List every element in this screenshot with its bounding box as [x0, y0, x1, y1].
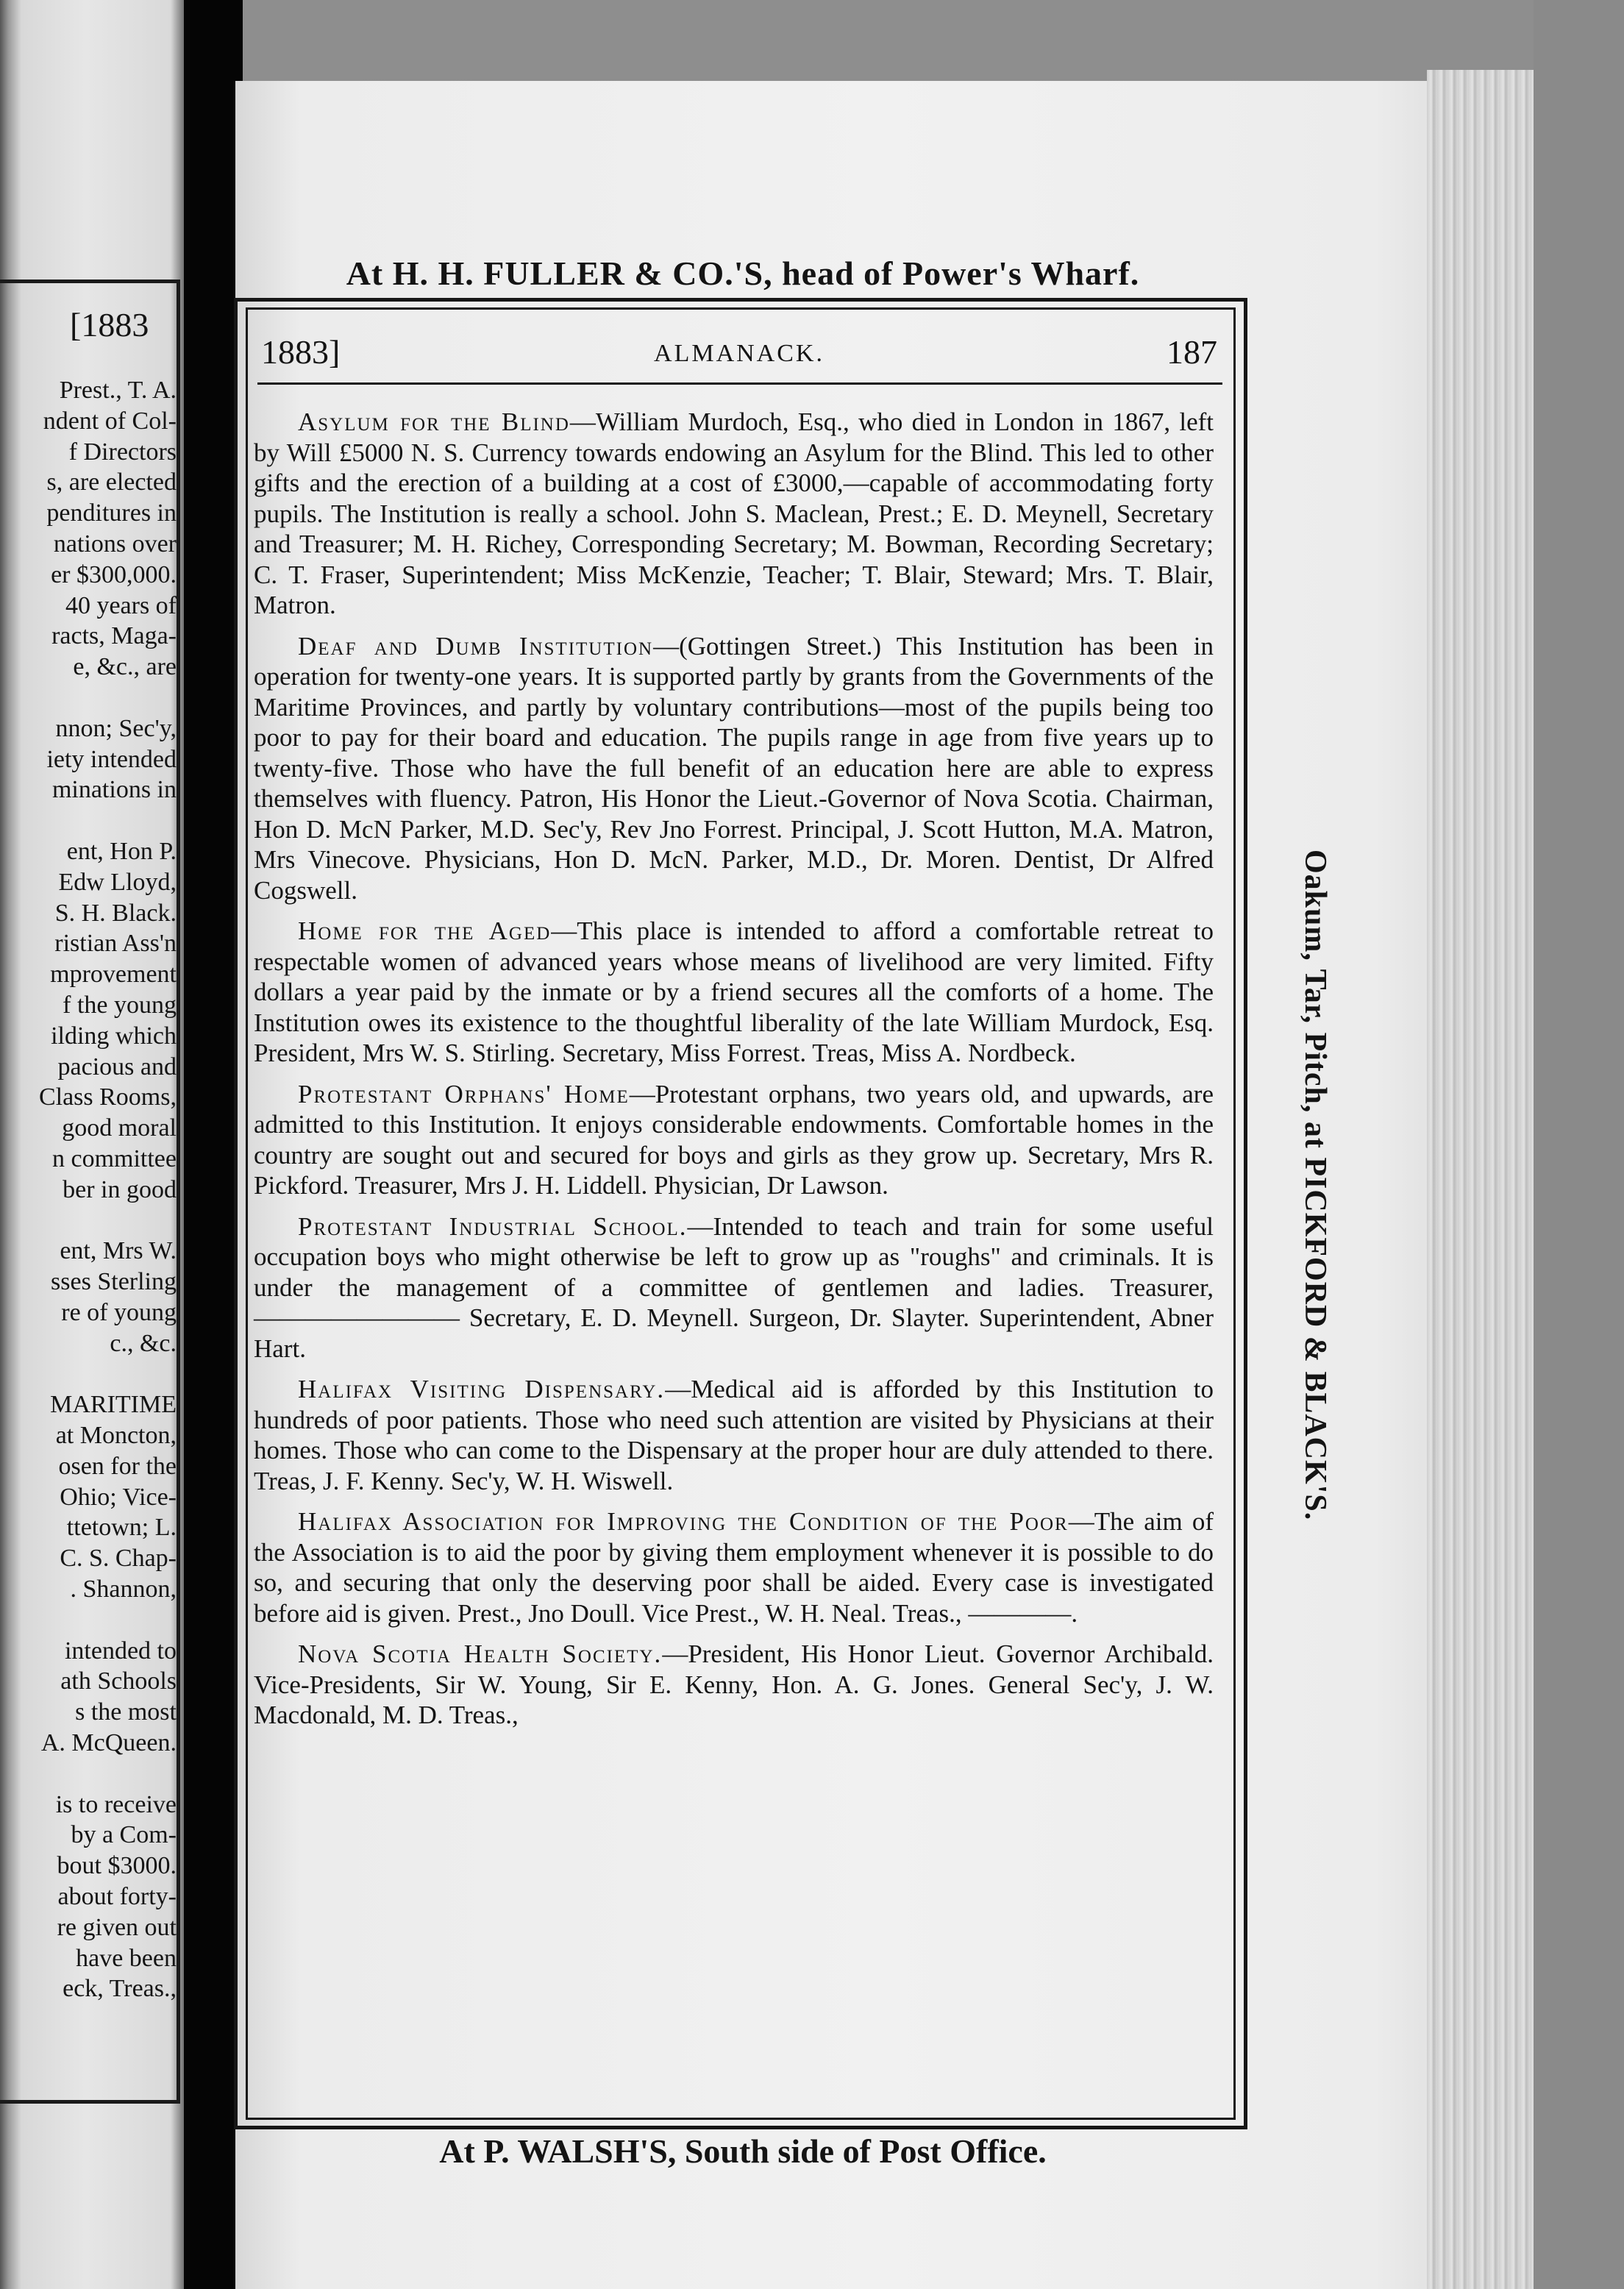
left-page-line: good moral [62, 1114, 177, 1142]
left-page-line: minations in [51, 776, 177, 804]
left-page-line [0, 1206, 177, 1236]
left-page-line: Prest., T. A. [59, 377, 177, 404]
left-page-line: ilding which [51, 1022, 177, 1050]
entry-text: —The aim of the Association is to aid the poor by giving them employment whenever it is possible to do so, and securing that only the deserving poor shall be aided. Every case is investigated before aid is given. Prest., Jno Doull. Vice Prest., W. H. Neal. Treas., ————. [254, 1507, 1214, 1628]
entry-heading: Halifax Association for Improving the Condition of the Poor [298, 1507, 1069, 1536]
left-page-line: pacious and [57, 1053, 177, 1081]
entry-heading: Protestant Orphans' Home [298, 1079, 630, 1108]
left-page-line: is to receive [55, 1790, 177, 1818]
left-page-line: C. S. Chap- [60, 1545, 177, 1573]
left-page-line: 40 years of [65, 591, 177, 619]
entry [254, 1506, 1214, 1628]
page-edges [1427, 70, 1534, 2289]
entry [254, 1639, 1214, 1731]
left-page-line [0, 1605, 177, 1636]
right-background [1534, 0, 1624, 2289]
left-page-line [0, 1359, 177, 1390]
left-page-line: c., &c. [110, 1329, 177, 1357]
left-page-line: by a Com- [71, 1821, 177, 1849]
entry-text: —Intended to teach and train for some useful occupation boys who might otherwise be left to grow up as "roughs" and criminals. It is under the management of a committee of gentlemen and ladies. Treasurer, ———————— Secretary, E. D. Meynell. Surgeon, Dr. Slayter. Superintendent, Abner Hart. [254, 1211, 1214, 1363]
entry-text: —President, His Honor Lieut. Governor Archibald. Vice-Presidents, Sir W. Young, Sir E. Kenny, Hon. A. G. Jones. General Sec'y, J. W. Macdonald, M. D. Treas., [254, 1640, 1214, 1729]
left-page-line: osen for the [58, 1452, 177, 1480]
entry-text: —Medical aid is afforded by this Institution to hundreds of poor patients. Those who need such attention are visited by Physicians at their homes. Those who can come to the Dispensary at the proper hour are duly attended to there. Treas, J. F. Kenny. Sec'y, W. H. Wiswell. [254, 1375, 1214, 1495]
entry-heading: Protestant Industrial School. [298, 1211, 688, 1241]
left-page-line: MARITIME [50, 1391, 177, 1419]
running-title: ALMANACK. [654, 340, 825, 367]
left-page-line: intended to [64, 1637, 177, 1665]
left-page-line: Ohio; Vice- [60, 1483, 177, 1511]
left-page-line: nations over [53, 530, 177, 558]
left-page-line: s, are elected [46, 469, 177, 496]
left-page-line: ber in good [63, 1175, 177, 1203]
left-page-line: re given out [57, 1913, 177, 1941]
left-page-line: about forty- [57, 1883, 177, 1911]
entry [254, 1211, 1214, 1364]
left-page-line: re of young [61, 1298, 177, 1326]
page-year: 1883] [261, 333, 341, 371]
left-page-line: ristian Ass'n [54, 930, 177, 958]
top-background [235, 0, 1545, 81]
left-page-line: mprovement [50, 961, 177, 989]
entry-heading: Halifax Visiting Dispensary. [298, 1375, 666, 1403]
entry-text: —(Gottingen Street.) This Institution has been in operation for twenty-one years. It is supported partly by grants from the Governments of the Maritime Provinces, and partly by voluntary contributions—most of the pupils being too poor to pay for their board and education. The pupils range in age from five years up to twenty-five. Those who have the full benefit of an education here are able to express themselves with fluency. Patron, His Honor the Lieut.-Governor of Nova Scotia. Chairman, Hon D. McN Parker, M.D. Sec'y, Rev Jno Forrest. Principal, J. Scott Hutton, M.A. Matron, Mrs Vinecove. Physicians, Hon D. McN. Parker, M.D., Dr. Moren. Dentist, Dr Alfred Cogswell. [254, 631, 1214, 905]
entry-text: —William Murdoch, Esq., who died in London in 1867, left by Will £5000 N. S. Currency towards endowing an Asylum for the Blind. This led to other gifts and the erection of a building at a cost of £3000,—capable of accommodating forty pupils. The Institution is really a school. John S. Maclean, Prest.; E. D. Meynell, Secretary and Treasurer; M. H. Richey, Corresponding Secretary; M. Bowman, Recording Secretary; C. T. Fraser, Superintendent; Miss McKenzie, Teacher; T. Blair, Steward; Mrs. T. Blair, Matron. [254, 407, 1214, 619]
entry [254, 916, 1214, 1069]
entry [254, 1374, 1214, 1496]
left-page-line: s the most [75, 1698, 177, 1726]
page-number: 187 [1167, 333, 1217, 371]
side-advert-box [1289, 850, 1347, 1688]
entry-heading: Deaf and Dumb Institution [298, 631, 654, 661]
left-page-line: e, &c., are [73, 653, 177, 681]
left-page-line: ath Schools [60, 1667, 177, 1695]
left-page-line: ndent of Col- [43, 407, 177, 435]
left-page-line: S. H. Black. [54, 899, 177, 927]
left-page-line: penditures in [46, 499, 177, 527]
entry-heading: Asylum for the Blind [298, 407, 570, 436]
page-body [254, 407, 1214, 1741]
entry-heading: Home for the Aged [298, 916, 552, 945]
left-page-line: bout $3000. [57, 1852, 177, 1880]
entry [254, 407, 1214, 621]
left-page-line: ent, Mrs W. [60, 1237, 177, 1265]
left-page-line: f the young [63, 991, 177, 1019]
left-page-line: . Shannon, [70, 1576, 177, 1603]
left-page-line: at Moncton, [55, 1422, 177, 1450]
left-page-line: sses Sterling [51, 1268, 177, 1296]
entry-text: —This place is intended to afford a comfortable retreat to respectable women of advanced years whose means of livelihood are very limited. Fifty dollars a year paid by the inmate or by a friend secures all the comforts of a home. The Institution owes its existence to the thoughtful liberality of the late William Murdock, Esq. President, Mrs W. S. Stirling. Secretary, Miss Forrest. Treas, Miss A. Nordbeck. [254, 916, 1214, 1067]
entry [254, 1079, 1214, 1201]
left-page-line: f Directors [68, 438, 177, 466]
left-page-line [0, 683, 177, 713]
left-page-line: ttetown; L. [66, 1514, 177, 1542]
left-page-line: A. McQueen. [40, 1729, 177, 1757]
left-page-line: er $300,000. [51, 560, 177, 588]
entry-text: —Protestant orphans, two years old, and upwards, are admitted to this Institution. It enjoys considerable endowments. Comfortable homes in the country are sought out and secured for boys and girls as they grow up. Secretary, Mrs R. Pickford. Treasurer, Mrs J. H. Liddell. Physician, Dr Lawson. [254, 1079, 1214, 1200]
entry [254, 631, 1214, 906]
left-page-line: iety intended [46, 745, 177, 773]
left-page-line: Class Rooms, [38, 1083, 177, 1111]
entry-heading: Nova Scotia Health Society. [298, 1640, 663, 1668]
left-page-line: eck, Treas., [63, 1975, 177, 2003]
left-page-line: have been [76, 1944, 177, 1972]
left-page-text [0, 375, 177, 2004]
left-page-line: racts, Maga- [51, 622, 177, 650]
left-page-header: [1883 [70, 306, 149, 343]
left-page-line: Edw Lloyd, [58, 868, 177, 896]
top-advert: At H. H. FULLER & CO.'S, head of Power's Wharf. [346, 254, 1140, 292]
left-page-line [0, 805, 177, 836]
side-advert: Oakum, Tar, Pitch, at PICKFORD & BLACK'S. [1298, 850, 1332, 1521]
bottom-advert: At P. WALSH'S, South side of Post Office. [439, 2132, 1047, 2170]
head-rule [257, 382, 1222, 385]
left-page-line: n committee [51, 1144, 177, 1172]
left-page-line: nnon; Sec'y, [55, 714, 177, 742]
running-head [261, 332, 1217, 377]
left-page-line [0, 1759, 177, 1790]
left-page-line: ent, Hon P. [66, 837, 177, 865]
